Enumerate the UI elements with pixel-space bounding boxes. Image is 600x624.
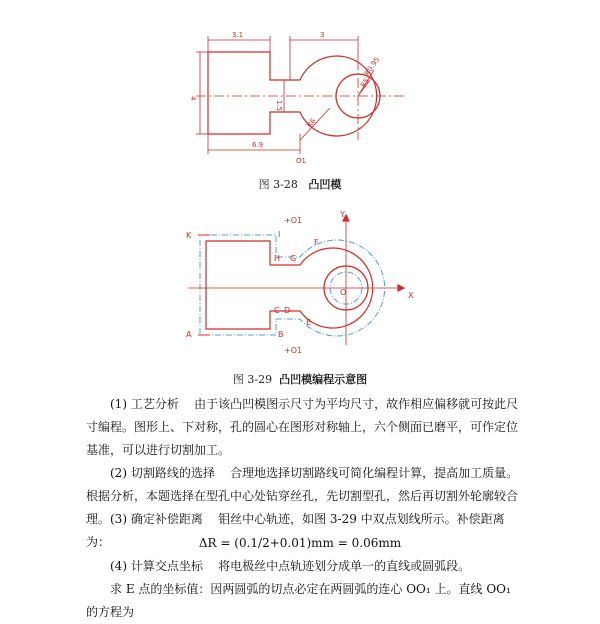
p1-body: 由于该凸凹模图示尺寸为平均尺寸，故作相应偏移就可按此尺寸编程。图形上、下对称，孔的圆心在图形对称轴上，六个侧面已磨平，可作定位基准，可以进行切割加工。 [86, 397, 519, 457]
dim-height: 4 [189, 96, 197, 101]
caption-title: 凸凹模编程示意图 [279, 373, 368, 386]
dim-top-left: 3.1 [232, 31, 244, 39]
figure-3-29-diagram [0, 195, 600, 370]
dim-neck: 1.5 [275, 100, 283, 112]
label-h: H [274, 254, 281, 263]
wire-path [200, 235, 385, 336]
caption-number: 图 3-28 [258, 178, 298, 191]
label-d: D [284, 306, 291, 315]
label-a: A [186, 330, 192, 339]
label-c: C [274, 306, 280, 315]
label-f: F [314, 238, 319, 247]
dim-bottom: 6.9 [252, 141, 264, 149]
dim-ring-outer: R0.95 [363, 55, 382, 78]
label-e: E [306, 318, 312, 327]
label-o1-top: +O1 [284, 216, 303, 225]
label-o1-bottom: +O1 [284, 346, 303, 355]
p4-body: 将电极丝中点轨迹划分成单一的直线或圆弧段。 [218, 559, 471, 573]
caption-number: 图 3-29 [232, 373, 273, 386]
p4-heading: (4) 计算交点坐标 [110, 559, 203, 573]
figure-3-28-caption [0, 176, 600, 192]
part-outline [208, 52, 377, 136]
label-o1: O1 [296, 157, 306, 165]
dim-top-right: 3 [320, 31, 325, 39]
axis-x-label: X [408, 291, 414, 300]
dim-ring-inner: R5 [359, 76, 371, 90]
label-i: I [278, 230, 281, 239]
label-b: B [278, 330, 284, 339]
label-k: K [186, 231, 192, 240]
p3-heading: (3) 确定补偿距离 [110, 512, 203, 526]
p3-body: 钼丝中心轨迹，如图 3-29 中双点划线所示。补偿距离为： [86, 512, 505, 549]
paragraph-e-point: 求 E 点的坐标值：因两圆弧的切点必定在两圆弧的连心 OO₁ 上。直线 OO₁ 的方程为 [86, 582, 511, 619]
caption-title: 凸凹模 [308, 178, 342, 191]
p1-heading: (1) 工艺分析 [110, 397, 179, 411]
label-o: O [340, 288, 347, 297]
figure-3-28-drawing [0, 0, 600, 170]
figure-3-29-caption [0, 371, 600, 387]
p2-body: 合理地选择切割路线可简化编程计算，提高加工质量。根据分析，本题选择在型孔中心处钻穿丝孔，先切割型孔，然后再切割外轮廓较合理。 [86, 466, 519, 526]
dim-fillet: R6 [305, 116, 318, 130]
paragraph-intersection [86, 555, 526, 578]
paragraph-process-analysis [86, 393, 526, 462]
p2-heading: (2) 切割路线的选择 [110, 466, 215, 480]
axis-y-label: Y [340, 210, 345, 219]
formula-delta-r: ΔR = (0.1/2+0.01)mm = 0.06mm [198, 536, 402, 550]
label-g: G [290, 254, 297, 263]
